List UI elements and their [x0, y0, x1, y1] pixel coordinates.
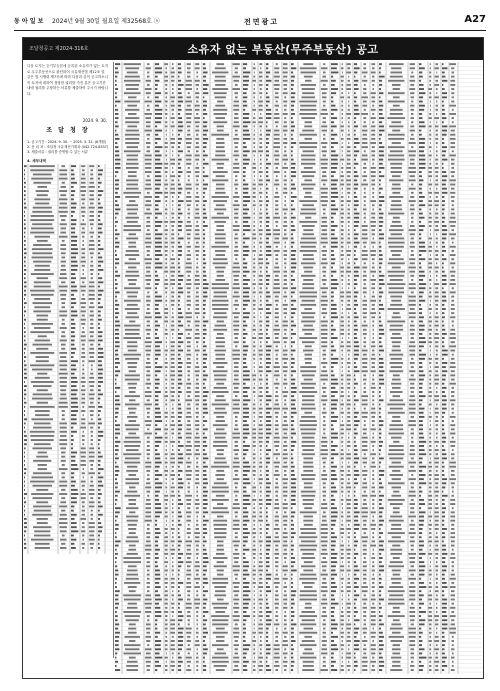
left-table-texture	[23, 164, 113, 554]
list-heading: 4. 세부내역	[27, 158, 47, 163]
table-texture	[114, 62, 482, 674]
page-number: A27	[464, 14, 486, 25]
info-line: 2. 문 의 처 : 조달청 국유재산기획과 (042-724-6337)	[27, 144, 109, 149]
notice-date: 2024. 9. 30.	[82, 117, 107, 123]
texture-group	[114, 62, 482, 674]
intro-text: 다음 토지는 등기부등본에 등록된 소유자가 없는 토지로 무주부동산으로 판단되어 국유재산법 제12조 및 같은 법 시행령 제7조에 따라 다음과 같이 공고하오니 이 토지에 대하여 정당한 권리를 가진 분은 공고기간 내에 권리를 주장하는 서류를 제출하여 주시기 바랍니다.	[27, 64, 109, 96]
info-line: 3. 제출서류 : 권리를 증명할 수 있는 서류	[27, 149, 89, 154]
property-table	[114, 62, 482, 674]
issue-date: 2024년 9월 30일 월요일 제32568호 ⓐ	[52, 18, 160, 25]
page-header	[14, 16, 486, 28]
notice-info	[23, 140, 113, 155]
title-bar	[23, 38, 483, 60]
notice-title: 소유자 없는 부동산(무주부동산) 공고	[187, 43, 379, 56]
notice-sheet	[22, 37, 484, 679]
texture-group	[23, 164, 113, 554]
notice-number: 조달청공고 제2024-316호	[29, 46, 89, 52]
header-rule	[14, 30, 486, 31]
info-line: 1. 공고기간 : 2024. 9. 30. ~ 2025. 3. 31. (6개월)	[27, 139, 107, 144]
issuing-office: 조 달 청 장	[46, 126, 90, 134]
publication-name: 동 아 일 보	[14, 18, 44, 25]
intro-panel	[23, 62, 114, 658]
section-title: 전면광고	[244, 18, 280, 26]
